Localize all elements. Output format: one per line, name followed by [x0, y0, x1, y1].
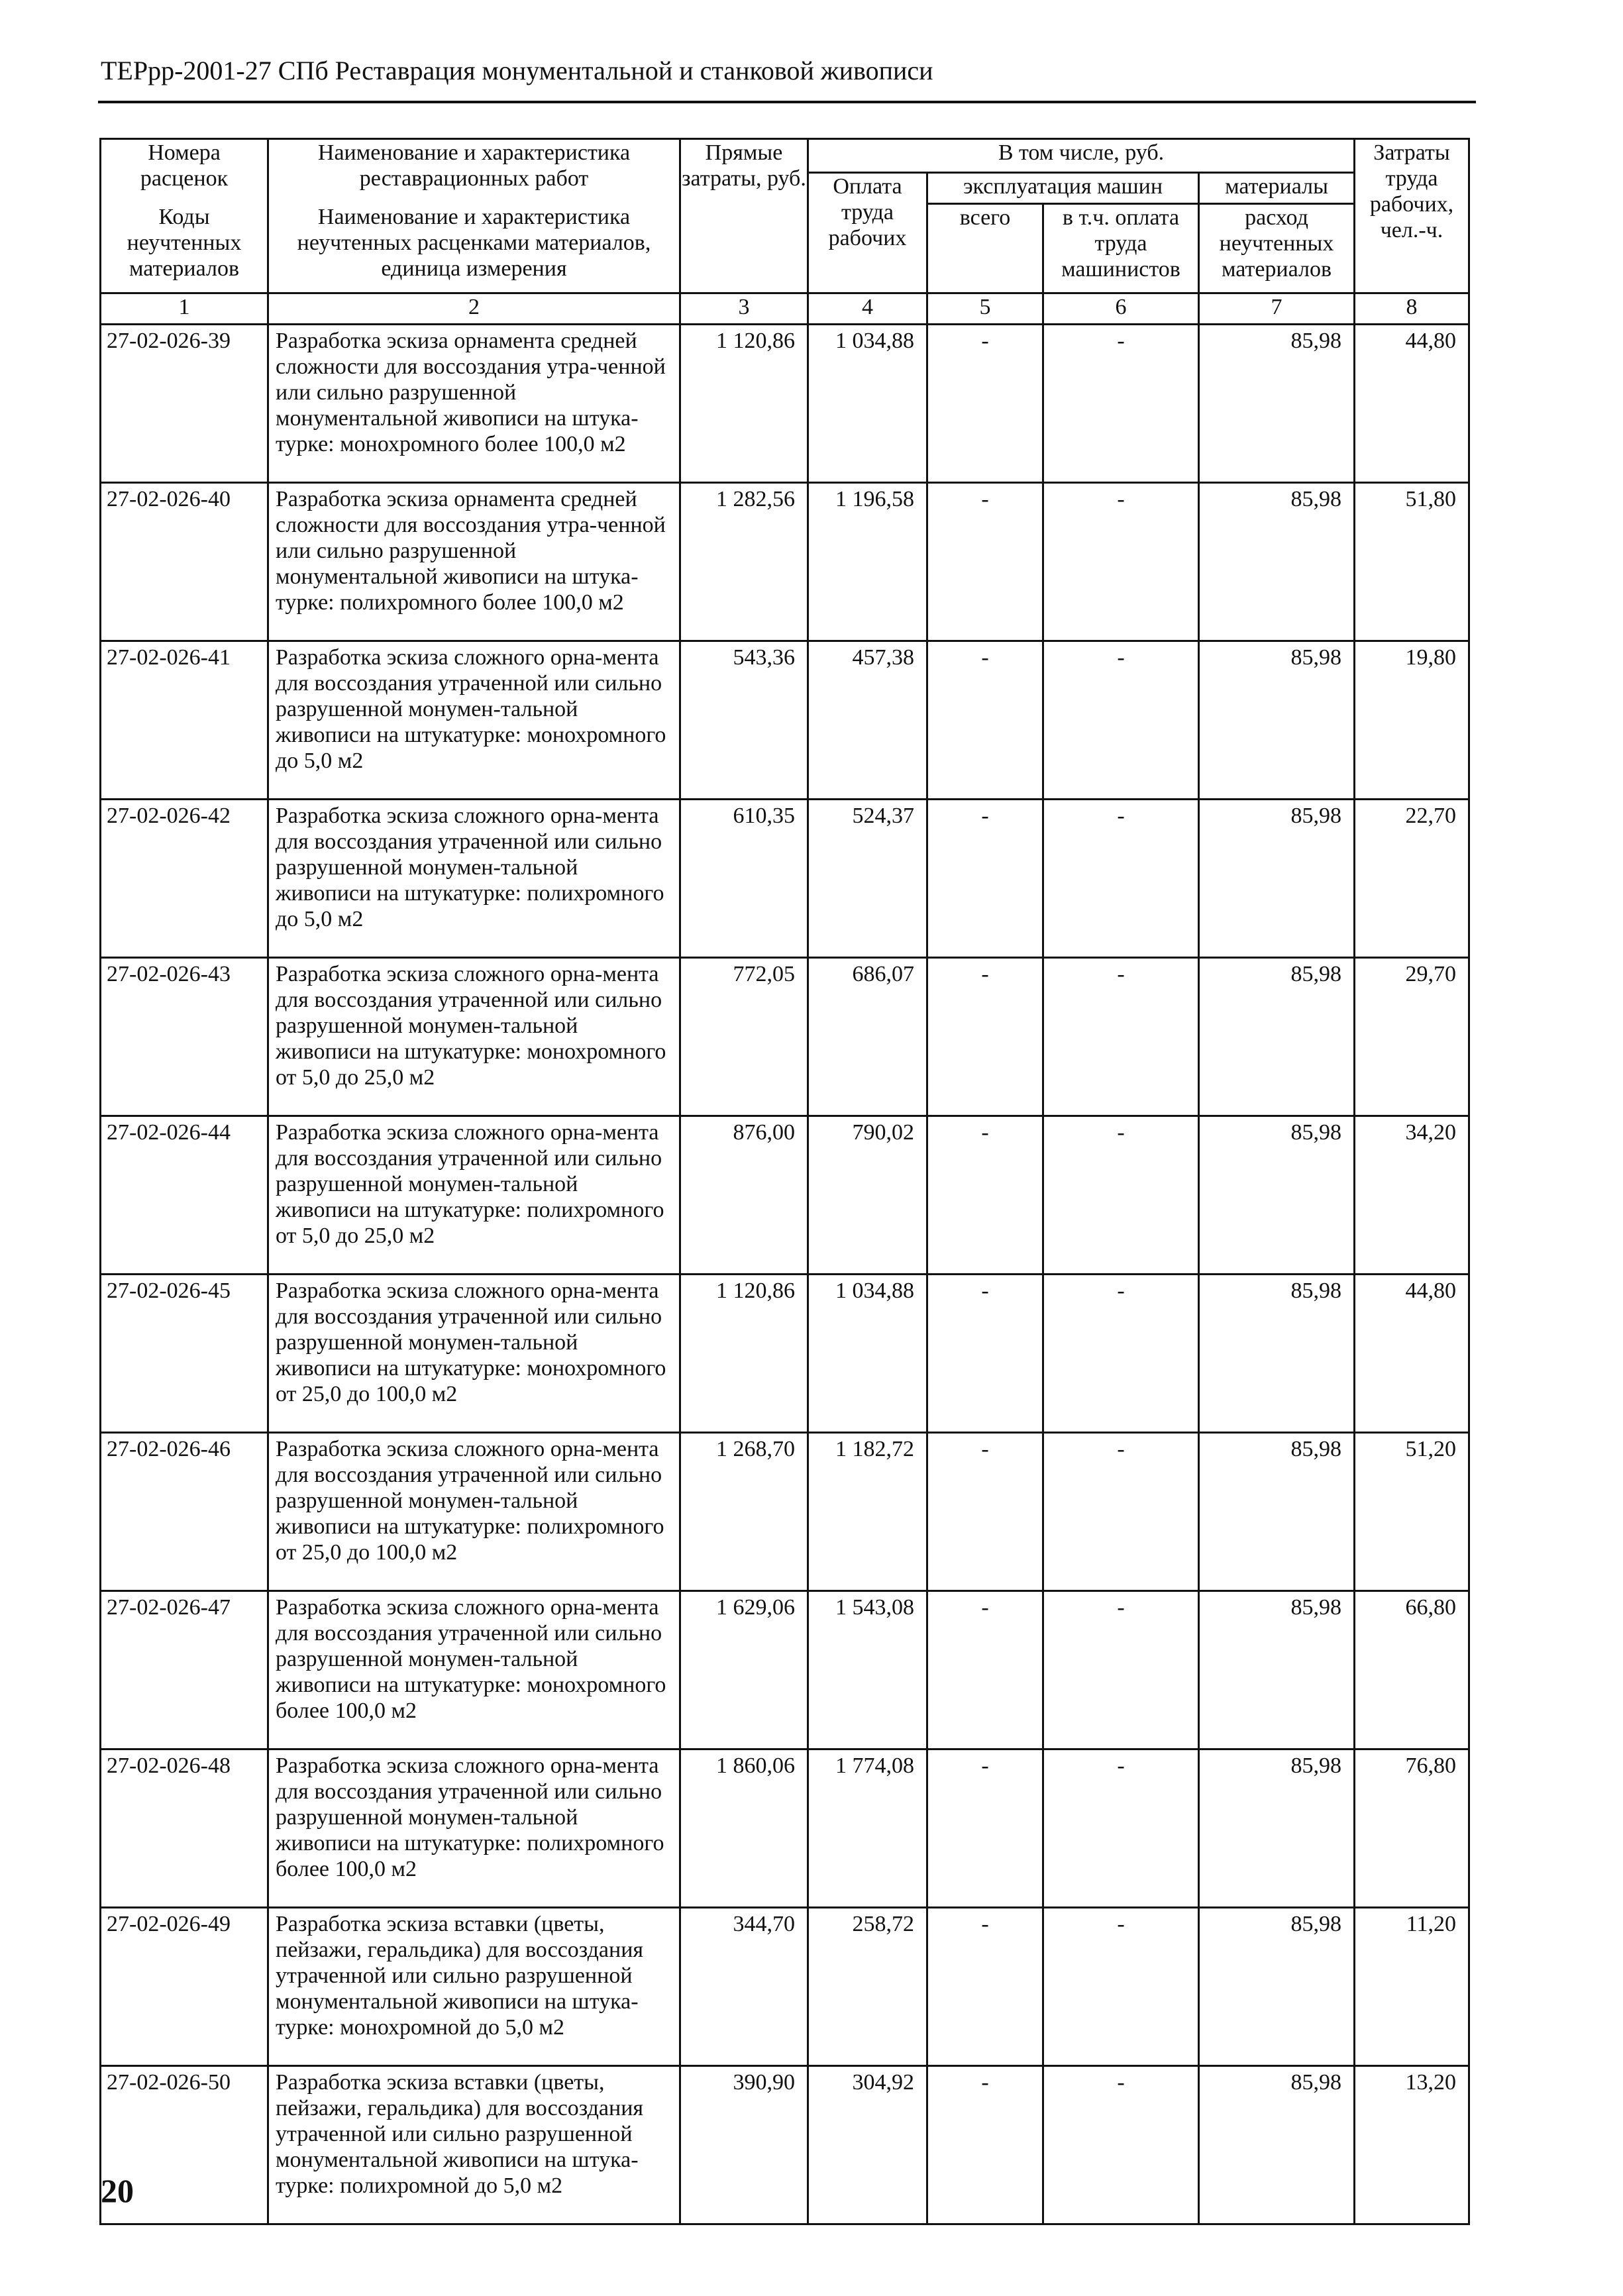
header-machine-operation: эксплуатация машин: [927, 173, 1199, 204]
table-row: [101, 1749, 1469, 1908]
materials-value: 85,98: [1199, 1749, 1355, 1908]
direct-costs-value: 1 629,06: [680, 1591, 808, 1749]
work-description: Разработка эскиза сложного орна-мента для воссоздания утраченной или сильно разрушенной монумен-тальной живописи на штукатурке: полихромного от 25,0 до 100,0 м2: [268, 1433, 680, 1591]
column-index: 5: [927, 293, 1043, 325]
table-row: [101, 325, 1469, 483]
worker-wages-value: 258,72: [808, 1908, 927, 2066]
header-machinist-wages: в т.ч. оплата труда машинистов: [1043, 204, 1199, 293]
column-index: 6: [1043, 293, 1199, 325]
rate-code: 27-02-026-40: [101, 483, 268, 641]
rate-code: 27-02-026-43: [101, 958, 268, 1116]
machines-total-value: -: [927, 1116, 1043, 1275]
materials-value: 85,98: [1199, 483, 1355, 641]
machines-total-value: -: [927, 1749, 1043, 1908]
rate-code: 27-02-026-47: [101, 1591, 268, 1749]
header-direct-costs: Прямые затраты, руб.: [680, 139, 808, 293]
work-description: Разработка эскиза орнамента средней сложности для воссоздания утра-ченной или сильно разрушенной монументальной живописи на штука-турке: полихромного более 100,0 м2: [268, 483, 680, 641]
materials-value: 85,98: [1199, 325, 1355, 483]
rate-code: 27-02-026-44: [101, 1116, 268, 1275]
column-index: 2: [268, 293, 680, 325]
materials-value: 85,98: [1199, 1908, 1355, 2066]
materials-value: 85,98: [1199, 800, 1355, 958]
table-row: [101, 1275, 1469, 1433]
header-work-name: Наименование и характеристика реставрационных работ: [268, 139, 680, 204]
table-row: [101, 2066, 1469, 2224]
work-description: Разработка эскиза сложного орна-мента для воссоздания утраченной или сильно разрушенной монумен-тальной живописи на штукатурке: полихромного более 100,0 м2: [268, 1749, 680, 1908]
machines-total-value: -: [927, 2066, 1043, 2224]
worker-wages-value: 790,02: [808, 1116, 927, 1275]
rate-code: 27-02-026-46: [101, 1433, 268, 1591]
labor-costs-value: 29,70: [1355, 958, 1469, 1116]
table-row: [101, 1116, 1469, 1275]
materials-value: 85,98: [1199, 641, 1355, 800]
table-row: [101, 1908, 1469, 2066]
table-row: [101, 800, 1469, 958]
labor-costs-value: 13,20: [1355, 2066, 1469, 2224]
table-row: [101, 958, 1469, 1116]
rate-code: 27-02-026-49: [101, 1908, 268, 2066]
header-rule: [98, 101, 1476, 103]
machines-total-value: -: [927, 1591, 1043, 1749]
machinist-wages-value: -: [1043, 641, 1199, 800]
machines-total-value: -: [927, 641, 1043, 800]
page-number: 20: [101, 2172, 134, 2209]
header-materials: материалы: [1199, 173, 1355, 204]
work-description: Разработка эскиза сложного орна-мента для воссоздания утраченной или сильно разрушенной монумен-тальной живописи на штукатурке: полихромного до 5,0 м2: [268, 800, 680, 958]
header-including: В том числе, руб.: [808, 139, 1355, 173]
direct-costs-value: 1 120,86: [680, 1275, 808, 1433]
work-description: Разработка эскиза вставки (цветы, пейзажи, геральдика) для воссоздания утраченной или сильно разрушенной монументальной живописи на штука-турке: монохромной до 5,0 м2: [268, 1908, 680, 2066]
labor-costs-value: 44,80: [1355, 1275, 1469, 1433]
machines-total-value: -: [927, 1275, 1043, 1433]
machinist-wages-value: -: [1043, 1591, 1199, 1749]
machinist-wages-value: -: [1043, 1908, 1199, 2066]
header-machines-total: всего: [927, 204, 1043, 293]
machines-total-value: -: [927, 958, 1043, 1116]
worker-wages-value: 1 543,08: [808, 1591, 927, 1749]
worker-wages-value: 686,07: [808, 958, 927, 1116]
labor-costs-value: 51,80: [1355, 483, 1469, 641]
machines-total-value: -: [927, 800, 1043, 958]
materials-value: 85,98: [1199, 1591, 1355, 1749]
direct-costs-value: 1 120,86: [680, 325, 808, 483]
labor-costs-value: 19,80: [1355, 641, 1469, 800]
header-rate-number: Номера расценок: [101, 139, 268, 204]
labor-costs-value: 51,20: [1355, 1433, 1469, 1591]
rate-code: 27-02-026-45: [101, 1275, 268, 1433]
materials-value: 85,98: [1199, 958, 1355, 1116]
direct-costs-value: 876,00: [680, 1116, 808, 1275]
machines-total-value: -: [927, 483, 1043, 641]
rates-table: [99, 138, 1470, 2225]
direct-costs-value: 1 860,06: [680, 1749, 808, 1908]
rate-code: 27-02-026-50: [101, 2066, 268, 2224]
worker-wages-value: 1 196,58: [808, 483, 927, 641]
worker-wages-value: 457,38: [808, 641, 927, 800]
direct-costs-value: 390,90: [680, 2066, 808, 2224]
header-worker-wages: Оплата труда рабочих: [808, 173, 927, 293]
column-index: 3: [680, 293, 808, 325]
labor-costs-value: 34,20: [1355, 1116, 1469, 1275]
labor-costs-value: 22,70: [1355, 800, 1469, 958]
labor-costs-value: 11,20: [1355, 1908, 1469, 2066]
machines-total-value: -: [927, 1433, 1043, 1591]
direct-costs-value: 1 282,56: [680, 483, 808, 641]
work-description: Разработка эскиза вставки (цветы, пейзажи, геральдика) для воссоздания утраченной или сильно разрушенной монументальной живописи на штука-турке: полихромной до 5,0 м2: [268, 2066, 680, 2224]
header-material-codes: Коды неучтенных материалов: [101, 204, 268, 293]
machines-total-value: -: [927, 1908, 1043, 2066]
header-material-name: Наименование и характеристика неучтенных расценками материалов, единица измерения: [268, 204, 680, 293]
work-description: Разработка эскиза сложного орна-мента для воссоздания утраченной или сильно разрушенной монумен-тальной живописи на штукатурке: монохромного более 100,0 м2: [268, 1591, 680, 1749]
materials-value: 85,98: [1199, 1433, 1355, 1591]
labor-costs-value: 66,80: [1355, 1591, 1469, 1749]
work-description: Разработка эскиза сложного орна-мента для воссоздания утраченной или сильно разрушенной монумен-тальной живописи на штукатурке: монохромного до 5,0 м2: [268, 641, 680, 800]
machinist-wages-value: -: [1043, 1749, 1199, 1908]
machinist-wages-value: -: [1043, 800, 1199, 958]
direct-costs-value: 344,70: [680, 1908, 808, 2066]
direct-costs-value: 1 268,70: [680, 1433, 808, 1591]
work-description: Разработка эскиза сложного орна-мента для воссоздания утраченной или сильно разрушенной монумен-тальной живописи на штукатурке: монохромного от 5,0 до 25,0 м2: [268, 958, 680, 1116]
worker-wages-value: 1 034,88: [808, 325, 927, 483]
document-header: ТЕРрр-2001-27 СПб Реставрация монументальной и станковой живописи: [101, 56, 933, 85]
column-index: 1: [101, 293, 268, 325]
column-index: 4: [808, 293, 927, 325]
machinist-wages-value: -: [1043, 2066, 1199, 2224]
header-labor-costs: Затраты труда рабочих, чел.-ч.: [1355, 139, 1469, 293]
rate-code: 27-02-026-48: [101, 1749, 268, 1908]
header-unaccounted-materials: расход неучтенных материалов: [1199, 204, 1355, 293]
worker-wages-value: 1 034,88: [808, 1275, 927, 1433]
machinist-wages-value: -: [1043, 1275, 1199, 1433]
table-row: [101, 1433, 1469, 1591]
direct-costs-value: 610,35: [680, 800, 808, 958]
worker-wages-value: 1 182,72: [808, 1433, 927, 1591]
materials-value: 85,98: [1199, 2066, 1355, 2224]
work-description: Разработка эскиза орнамента средней сложности для воссоздания утра-ченной или сильно разрушенной монументальной живописи на штука-турке: монохромного более 100,0 м2: [268, 325, 680, 483]
work-description: Разработка эскиза сложного орна-мента для воссоздания утраченной или сильно разрушенной монумен-тальной живописи на штукатурке: полихромного от 5,0 до 25,0 м2: [268, 1116, 680, 1275]
table-row: [101, 1591, 1469, 1749]
rate-code: 27-02-026-39: [101, 325, 268, 483]
work-description: Разработка эскиза сложного орна-мента для воссоздания утраченной или сильно разрушенной монумен-тальной живописи на штукатурке: монохромного от 25,0 до 100,0 м2: [268, 1275, 680, 1433]
machinist-wages-value: -: [1043, 1433, 1199, 1591]
table-row: [101, 483, 1469, 641]
direct-costs-value: 772,05: [680, 958, 808, 1116]
machinist-wages-value: -: [1043, 1116, 1199, 1275]
rate-code: 27-02-026-42: [101, 800, 268, 958]
worker-wages-value: 1 774,08: [808, 1749, 927, 1908]
machinist-wages-value: -: [1043, 325, 1199, 483]
machines-total-value: -: [927, 325, 1043, 483]
column-index: 7: [1199, 293, 1355, 325]
table-row: [101, 641, 1469, 800]
direct-costs-value: 543,36: [680, 641, 808, 800]
labor-costs-value: 44,80: [1355, 325, 1469, 483]
worker-wages-value: 524,37: [808, 800, 927, 958]
column-index: 8: [1355, 293, 1469, 325]
machinist-wages-value: -: [1043, 483, 1199, 641]
rate-code: 27-02-026-41: [101, 641, 268, 800]
materials-value: 85,98: [1199, 1116, 1355, 1275]
materials-value: 85,98: [1199, 1275, 1355, 1433]
worker-wages-value: 304,92: [808, 2066, 927, 2224]
labor-costs-value: 76,80: [1355, 1749, 1469, 1908]
machinist-wages-value: -: [1043, 958, 1199, 1116]
